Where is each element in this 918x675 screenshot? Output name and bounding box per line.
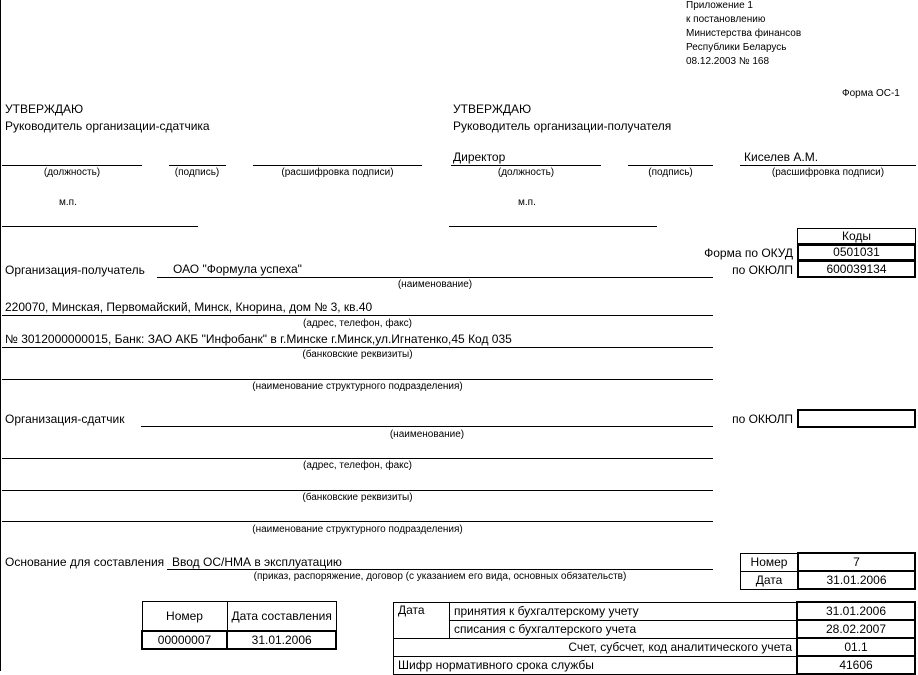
sender-name-caption: (наименование): [389, 429, 465, 440]
appendix-line-5: 08.12.2003 № 168: [686, 56, 770, 67]
right-decode-caption: (расшифровка подписи): [771, 167, 885, 178]
page-left-border: [0, 0, 1, 671]
receiver-name-line[interactable]: [157, 277, 713, 278]
receiver-label: Организация-получатель: [5, 263, 145, 277]
right-stamp-label: м.п.: [518, 197, 536, 208]
appendix-line-1: Приложение 1: [686, 0, 753, 11]
document-number-table: [141, 601, 337, 650]
okud-value[interactable]: 0501031: [797, 244, 916, 261]
doc-date-value[interactable]: 31.01.2006: [227, 631, 336, 649]
right-position-caption: (должность): [497, 167, 555, 178]
receiver-address-line[interactable]: [2, 315, 713, 316]
basis-label: Основание для составления: [5, 555, 165, 569]
left-signature-line[interactable]: [169, 165, 226, 166]
right-signature-line[interactable]: [628, 165, 713, 166]
okulp-receiver-value[interactable]: 600039134: [797, 260, 916, 278]
appendix-line-3: Министерства финансов: [686, 28, 802, 39]
receiver-division-caption: (наименование структурного подразделения): [252, 381, 463, 392]
approve-left-title: УТВЕРЖДАЮ: [5, 102, 84, 116]
sender-address-caption: (адрес, телефон, факс): [303, 460, 412, 471]
right-signature-caption: (подпись): [648, 167, 693, 178]
receiver-name-value: ОАО "Формула успеха": [173, 262, 302, 276]
receiver-address-caption: (адрес, телефон, факс): [303, 318, 412, 329]
basis-date-value[interactable]: 31.01.2006: [798, 571, 915, 589]
accounting-table: [393, 601, 916, 675]
accounting-date-label: Дата: [394, 602, 450, 638]
sender-division-line[interactable]: [2, 521, 713, 522]
receiver-division-line[interactable]: [2, 379, 713, 380]
approve-right-subtitle: Руководитель организации-получателя: [453, 119, 672, 133]
okulp-sender-value[interactable]: [797, 409, 916, 428]
right-position-value: Директор: [453, 150, 506, 164]
receiver-name-caption: (наименование): [397, 279, 473, 290]
left-position-line[interactable]: [2, 165, 142, 166]
left-stamp-line: [2, 226, 198, 227]
sender-bank-caption: (банковские реквизиты): [302, 492, 413, 503]
basis-number-value[interactable]: 7: [798, 553, 915, 571]
receiver-bank-caption: (банковские реквизиты): [302, 349, 413, 360]
account-value[interactable]: 01.1: [797, 638, 915, 656]
right-stamp-line: [449, 226, 657, 227]
account-label: Счет, субсчет, код аналитического учета: [394, 638, 798, 656]
approve-right-title: УТВЕРЖДАЮ: [453, 102, 532, 116]
left-decode-line[interactable]: [253, 165, 422, 166]
cipher-value[interactable]: 41606: [797, 656, 915, 674]
appendix-line-4: Республики Беларусь: [686, 42, 787, 53]
sender-division-caption: (наименование структурного подразделения): [252, 524, 463, 535]
basis-date-label: Дата: [741, 571, 799, 589]
left-decode-caption: (расшифровка подписи): [281, 167, 394, 178]
left-signature-caption: (подпись): [174, 167, 220, 178]
basis-line[interactable]: [167, 569, 713, 570]
right-decode-line[interactable]: [740, 165, 916, 166]
basis-number-date-table: [740, 552, 916, 590]
right-position-line[interactable]: [451, 165, 601, 166]
accept-value[interactable]: 31.01.2006: [797, 602, 915, 620]
cipher-label: Шифр нормативного срока службы: [394, 656, 798, 674]
okud-label: Форма по ОКУД: [704, 246, 793, 260]
accept-label: принятия к бухгалтерскому учету: [450, 602, 798, 620]
basis-caption: (приказ, распоряжение, договор (с указанием его вида, основных обязательств): [253, 571, 627, 582]
sender-address-line[interactable]: [2, 458, 713, 459]
doc-date-label: Дата составления: [227, 602, 336, 632]
sender-label: Организация-сдатчик: [5, 412, 125, 426]
doc-number-label: Номер: [142, 602, 227, 632]
appendix-line-2: к постановлению: [686, 14, 766, 25]
basis-number-label: Номер: [741, 553, 799, 571]
left-stamp-label: м.п.: [59, 197, 77, 208]
basis-value: Ввод ОС/НМА в эксплуатацию: [172, 555, 342, 569]
doc-number-value[interactable]: 00000007: [142, 631, 227, 649]
okulp-sender-label: по ОКЮЛП: [732, 412, 793, 426]
sender-bank-line[interactable]: [2, 490, 713, 491]
approve-left-subtitle: Руководитель организации-сдатчика: [5, 119, 210, 133]
left-position-caption: (должность): [43, 167, 101, 178]
writeoff-value[interactable]: 28.02.2007: [797, 620, 915, 638]
right-decode-value: Киселев А.М.: [744, 150, 819, 164]
receiver-bank-line[interactable]: [2, 347, 713, 348]
writeoff-label: списания с бухгалтерского учета: [450, 620, 798, 638]
form-name: Форма ОС-1: [842, 88, 900, 99]
sender-name-line[interactable]: [141, 426, 713, 427]
codes-header: Коды: [797, 228, 916, 244]
receiver-address-value: 220070, Минская, Первомайский, Минск, Кнорина, дом № 3, кв.40: [5, 300, 373, 314]
okulp-receiver-label: по ОКЮЛП: [732, 263, 793, 277]
receiver-bank-value: № 3012000000015, Банк: ЗАО АКБ "Инфобанк" в г.Минске г.Минск,ул.Игнатенко,45 Код 035: [5, 332, 512, 346]
